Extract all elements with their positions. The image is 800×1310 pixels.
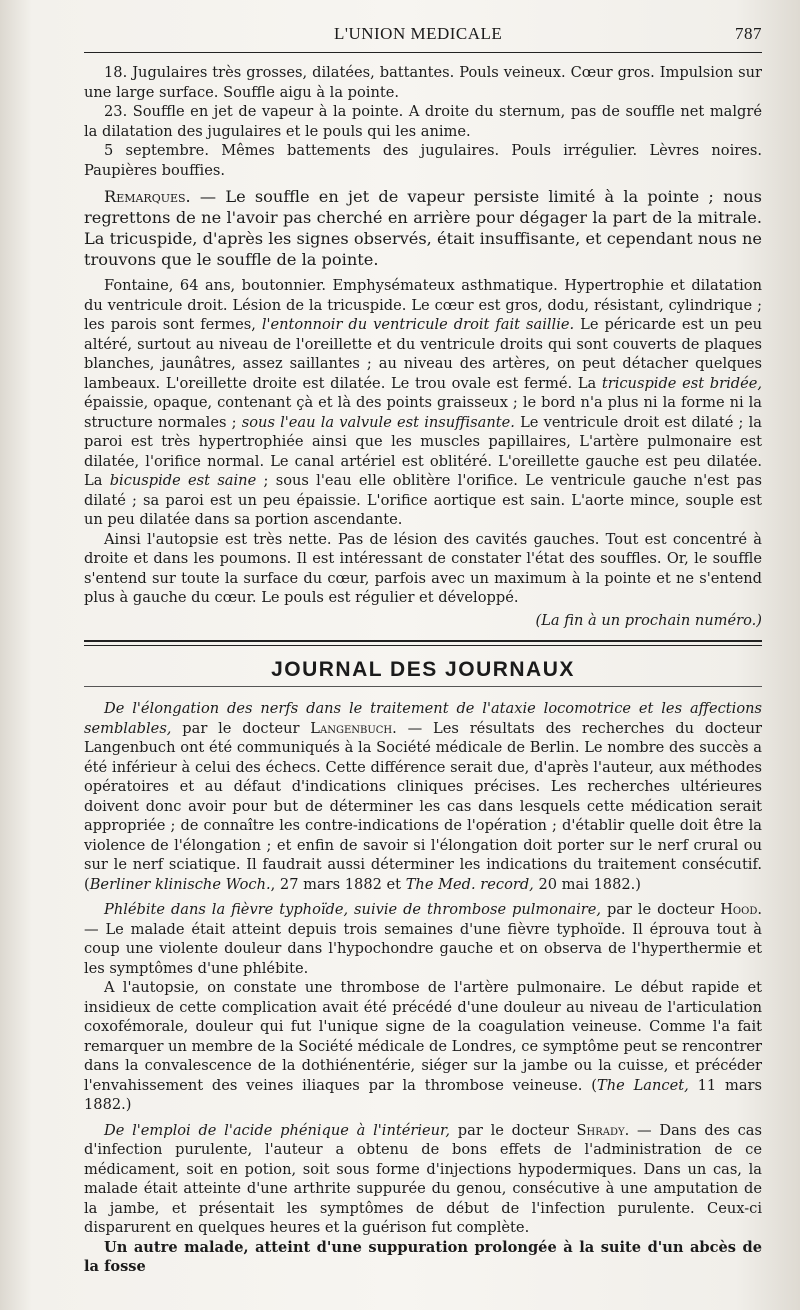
fontaine-italic-1: l'entonnoir du ventricule droit fait saillie.: [261, 316, 575, 333]
fontaine-italic-4: bicuspide est saine: [109, 472, 257, 489]
article-3-by: par le docteur: [450, 1121, 577, 1139]
fontaine-text-a: Fontaine, 64 ans, boutonnier. Emphysémateux asthmatique. Hypertrophie et dilatation du ventricule droit. Lésion de la tricuspide. Le cœur est gros, dodu, résistant, cylindrique ; les parois sont fermes,: [84, 277, 762, 333]
article-2-title: Phlébite dans la fièvre typhoïde, suivie de thrombose pulmonaire,: [104, 901, 602, 918]
paragraph-5-septembre: 5 septembre. Mêmes battements des jugulaires. Pouls irrégulier. Lèvres noires. Paupières bouffies.: [84, 142, 762, 179]
article-2-autopsy: A l'autopsie, on constate une thrombose de l'artère pulmonaire. Le début rapide et insidieux de cette complication avait été précédé d'une douleur au niveau de l'articulation coxofémorale, douleur qui fut l'unique signe de la coagulation veineuse. Comme l'a fait remarquer un membre de la Société médicale de Londres, ce symptôme peut se rencontrer dans la convalescence de la dothiénentérie, siéger sur la jambe ou la cuisse, et précéder l'envahissement des veines iliaques par la thrombose veineuse. (: [84, 979, 762, 1094]
paragraph-fontaine: [84, 276, 762, 530]
article-3-body: — Dans des cas d'infection purulente, l'auteur a obtenu de bons effets de l'administration de ce médicament, soit en potion, soit sous forme d'injections hypodermiques. Dans un cas, la malade était atteinte d'une arthrite suppurée du genou, consécutive à une amputation de la jambe, et présentait les symptômes de début de l'infection purulente. Ceux-ci disparurent en quelques heures et la guérison fut complète.: [84, 1121, 762, 1236]
article-2-body: — Le malade était atteint depuis trois semaines d'une fièvre typhoïde. Il éprouva tout à coup une violente douleur dans l'hypochondre gauche et on observa de l'hyperthermie et les symptômes d'une phlébite.: [84, 920, 762, 977]
article-2-author: Hood.: [720, 901, 762, 918]
article-phlebite: [84, 900, 762, 978]
article-2-source-date: 11 mars 1882.): [84, 1076, 763, 1113]
remarques-text: — Le souffle en jet de vapeur persiste limité à la pointe ; nous regrettons de ne l'avoir pas cherché en arrière pour dégager la part de la mitrale. La tricuspide, d'après les signes observés, était insuffisante, et cependant nous ne trouvons que le souffle de la pointe.: [84, 187, 762, 269]
section-title: JOURNAL DES JOURNAUX: [271, 658, 575, 681]
paragraph-remarques: [84, 186, 762, 270]
fontaine-text-c: épaissie, opaque, contenant çà et là des points graisseux ; le bord n'a plus ni la forme ni la structure normales ;: [84, 394, 762, 431]
article-1-source-1: Berliner klinische Woch.: [89, 875, 271, 893]
article-3-continuation: Un autre malade, atteint d'une suppuration prolongée à la suite d'un abcès de la fosse: [84, 1238, 762, 1275]
article-1-source-2: The Med. record,: [405, 875, 534, 893]
article-elongation: [84, 699, 762, 894]
article-phlebite-autopsy: [84, 978, 762, 1115]
article-1-source-1-date: , 27 mars 1882 et: [270, 875, 406, 893]
section-double-rule: [84, 640, 762, 646]
article-1-author: Langenbuch.: [310, 719, 397, 737]
article-1-by: par le docteur: [171, 719, 311, 737]
fontaine-text-e: ; sous l'eau elle oblitère l'orifice. Le ventricule gauche n'est pas dilaté ; sa paroi est un peu épaissie. L'orifice aortique est sain. L'aorte mince, souple est un peu dilatée dans sa portion ascendante.: [84, 472, 762, 528]
article-3-author: Shrady.: [576, 1121, 630, 1139]
paragraph-day-18: 18. Jugulaires très grosses, dilatées, battantes. Pouls veineux. Cœur gros. Impulsion sur une large surface. Souffle aigu à la pointe.: [84, 64, 762, 101]
article-2-source: The Lancet,: [596, 1076, 689, 1094]
paragraph-autopsie: Ainsi l'autopsie est très nette. Pas de lésion des cavités gauches. Tout est concentré à droite et dans les poumons. Il est intéressant de constater l'état des souffles. Or, le souffle s'entend sur toute la surface du cœur, parfois avec un maximum à la pointe et ne s'entend plus à gauche du cœur. Le pouls est régulier et développé.: [84, 530, 762, 606]
running-header: [84, 24, 762, 44]
article-1-title: De l'élongation des nerfs dans le traitement de l'ataxie locomotrice et les affections semblables,: [84, 700, 762, 737]
fontaine-italic-2: tricuspide est bridée,: [601, 374, 762, 392]
header-rule: [84, 52, 762, 53]
article-1-source-2-date: 20 mai 1882.): [533, 875, 641, 893]
fontaine-text-b: Le péricarde est un peu altéré, surtout au niveau de l'oreillette et du ventricule droits qui sont couverts de plaques blanches, jaunâtres, assez saillantes ; au niveau des artères, on peut détacher quelques lambeaux. L'oreillette droite est dilatée. Le trou ovale est fermé. La: [84, 316, 763, 392]
continuation-note: (La fin à un prochain numéro.): [535, 611, 762, 629]
journal-title: L'UNION MEDICALE: [334, 24, 503, 43]
article-1-body: — Les résultats des recherches du docteur Langenbuch ont été communiqués à la Société médicale de Berlin. Le nombre des succès a été inférieur à celui des échecs. Cette différence serait due, d'après l'auteur, aux méthodes opératoires et au défaut d'indications cliniques précises. Les recherches ultérieures doivent donc avoir pour but de déterminer les cas dans lesquels cette médication serait appropriée ; de connaître les contre-indications de l'opération ; d'établir quelle doit être la violence de l'élongation ; et enfin de savoir si l'élongation doit porter sur le nerf crural ou sur le nerf sciatique. Il faudrait aussi déterminer les indications du traitement consécutif. (: [84, 719, 763, 893]
section-title-rule: [84, 686, 762, 687]
page-number: 787: [735, 24, 762, 43]
remarques-label: Remarques.: [104, 187, 191, 206]
article-2-by: par le docteur: [601, 901, 721, 918]
article-acide-phenique: [84, 1121, 762, 1238]
fontaine-italic-3: sous l'eau la valvule est insuffisante.: [241, 413, 515, 431]
fontaine-text-d: Le ventricule droit est dilaté ; la paroi est très hypertrophiée ainsi que les muscles papillaires, L'artère pulmonaire est dilatée, l'orifice normal. Le canal artériel est oblitéré. L'oreillette gauche est peu dilatée. La: [84, 413, 763, 489]
article-3-title: De l'emploi de l'acide phénique à l'intérieur,: [104, 1121, 451, 1139]
paragraph-day-23: 23. Souffle en jet de vapeur à la pointe. A droite du sternum, pas de souffle net malgré la dilatation des jugulaires et le pouls qui les anime.: [84, 103, 762, 140]
